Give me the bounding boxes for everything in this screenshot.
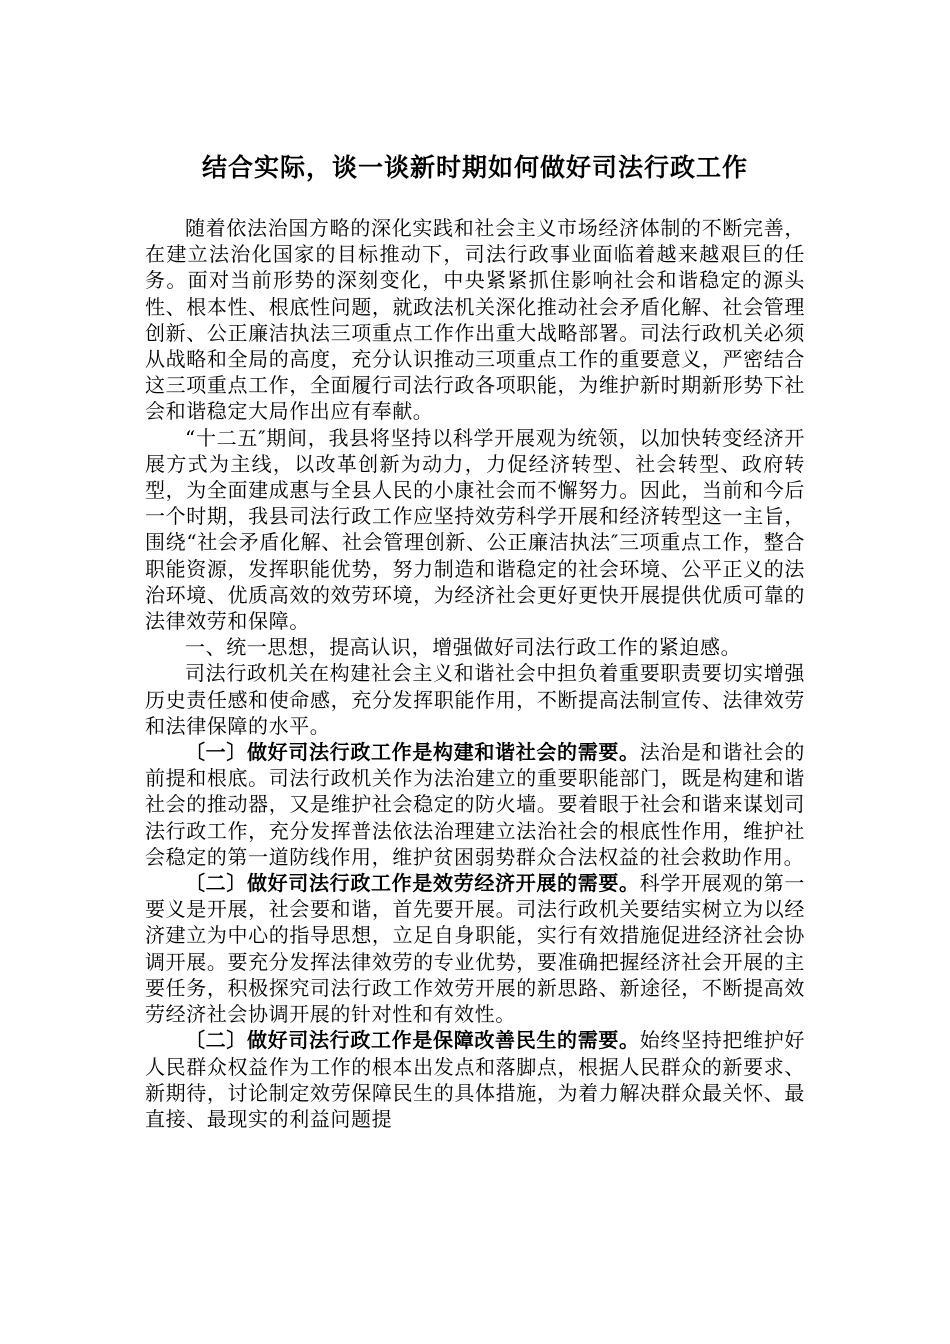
paragraph-twelfth-five-year — [145, 425, 805, 635]
paragraph-text: 科学开展观的第一要义是开展，社会要和谐，首先要开展。司法行政机关要结实树立为以经济建立为中心的指导思想，立足自身职能，实行有效措施促进经济社会协调开展。要充分发挥法律效劳的专业优势，要准确把握经济社会开展的主要任务，积极探究司法行政工作效劳开展的新思路、新途径，不断提高效劳经济社会协调开展的针对性和有效性。 — [145, 871, 805, 1027]
paragraph-economic-development — [145, 870, 805, 1027]
section-heading-one — [145, 634, 805, 660]
paragraph-text: 法治是和谐社会的前提和根底。司法行政机关作为法治建立的重要职能部门，既是构建和谐社会的推动器，又是维护社会稳定的防火墙。要着眼于社会和谐来谋划司法行政工作，充分发挥普法依法治理建立法治社会的根底性作用，维护社会稳定的第一道防线作用，维护贫困弱势群众合法权益的社会救助作用。 — [145, 740, 805, 869]
document-page — [145, 150, 805, 1132]
paragraph-lead: 〔二〕做好司法行政工作是保障改善民生的需要。 — [185, 1028, 640, 1053]
paragraph-lead: 〔一〕做好司法行政工作是构建和谐社会的需要。 — [185, 740, 640, 765]
document-title: 结合实际，谈一谈新时期如何做好司法行政工作 — [201, 153, 748, 182]
paragraph-intro — [145, 215, 805, 425]
paragraph-harmonious-society — [145, 739, 805, 870]
paragraph-text: “十二五″期间，我县将坚持以科学开展观为统领，以加快转变经济开展方式为主线，以改革创新为动力，力促经济转型、社会转型、政府转型，为全面建成惠与全县人民的小康社会而不懈努力。因此，当前和今后一个时期，我县司法行政工作应坚持效劳科学开展和经济转型这一主旨，围绕“社会矛盾化解、社会管理创新、公正廉洁执法″三项重点工作，整合职能资源，发挥职能优势，努力制造和谐稳定的社会环境、公平正义的法治环境、优质高效的效劳环境，为经济社会更好更快开展提供优质可靠的法律效劳和保障。 — [145, 425, 805, 634]
paragraph-text: 一、统一思想，提高认识，增强做好司法行政工作的紧迫感。 — [185, 635, 742, 660]
paragraph-lead: 〔二〕做好司法行政工作是效劳经济开展的需要。 — [185, 871, 640, 896]
paragraph-livelihood — [145, 1027, 805, 1132]
paragraph-text: 始终坚持把维护好人民群众权益作为工作的根本出发点和落脚点，根据人民群众的新要求、新期待，讨论制定效劳保障民生的具体措施，为着力解决群众最关怀、最直接、最现实的利益问题提 — [145, 1028, 805, 1131]
paragraph-text: 司法行政机关在构建社会主义和谐社会中担负着重要职责要切实增强历史责任感和使命感，充分发挥职能作用，不断提高法制宣传、法律效劳和法律保障的水平。 — [145, 661, 805, 738]
paragraph-responsibility — [145, 660, 805, 739]
paragraph-text: 随着依法治国方略的深化实践和社会主义市场经济体制的不断完善，在建立法治化国家的目标推动下，司法行政事业面临着越来越艰巨的任务。面对当前形势的深刻变化，中央紧紧抓住影响社会和谐稳定的源头性、根本性、根底性问题，就政法机关深化推动社会矛盾化解、社会管理创新、公正廉洁执法三项重点工作作出重大战略部署。司法行政机关必须从战略和全局的高度，充分认识推动三项重点工作的重要意义，严密结合这三项重点工作，全面履行司法行政各项职能，为维护新时期新形势下社会和谐稳定大局作出应有奉献。 — [145, 216, 805, 424]
